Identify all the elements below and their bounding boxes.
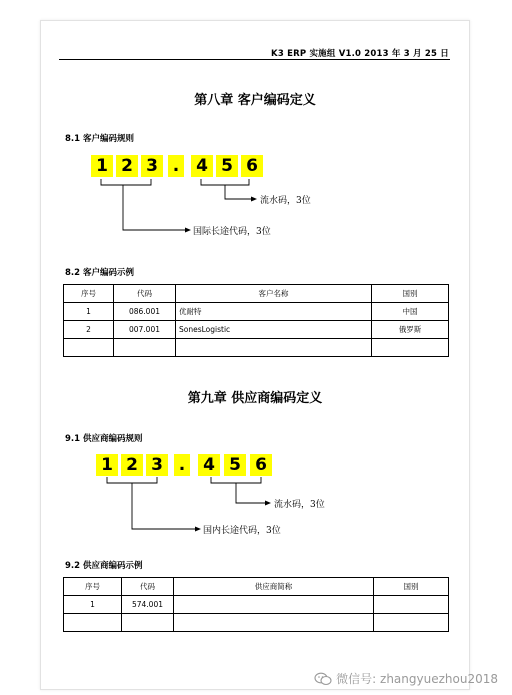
- table-row: [64, 303, 449, 321]
- table-cell: [122, 614, 174, 632]
- page-header: K3 ERP 实施组 V1.0 2013 年 3 月 25 日: [271, 49, 449, 59]
- document-page: [40, 20, 470, 690]
- chapter-9-title: 第九章 供应商编码定义: [187, 391, 323, 406]
- code-separator: .: [174, 454, 190, 476]
- area-code-annotation: 国际长途代码，3位: [193, 227, 271, 237]
- wechat-icon: [314, 672, 332, 686]
- watermark-text: 微信号: zhangyuezhou2018: [336, 672, 498, 686]
- table-cell: [374, 614, 449, 632]
- table-row: [64, 339, 449, 357]
- column-header: 序号: [64, 578, 122, 596]
- code-separator: .: [168, 155, 184, 177]
- column-header: 供应商简称: [174, 578, 374, 596]
- table-cell: 574.001: [122, 596, 174, 614]
- code-digit: 1: [91, 155, 113, 177]
- table-cell: [114, 339, 176, 357]
- table-row: [64, 596, 449, 614]
- chapter-8-title: 第八章 客户编码定义: [194, 93, 316, 108]
- table-cell: 086.001: [114, 303, 176, 321]
- table-cell: 中国: [372, 303, 449, 321]
- section-8-1-title: 8.1 客户编码规则: [65, 134, 135, 144]
- customer-code-table: [63, 284, 449, 357]
- table-cell: [372, 339, 449, 357]
- code-digit: 2: [116, 155, 138, 177]
- column-header: 国别: [374, 578, 449, 596]
- table-cell: 俄罗斯: [372, 321, 449, 339]
- column-header: 代码: [114, 285, 176, 303]
- table-header-row: [64, 285, 449, 303]
- table-cell: [174, 596, 374, 614]
- code-digit: 6: [250, 454, 272, 476]
- code-digit: 2: [121, 454, 143, 476]
- table-cell: 优耐特: [176, 303, 372, 321]
- serial-code-annotation: 流水码，3位: [274, 500, 325, 510]
- table-cell: [176, 339, 372, 357]
- table-row: [64, 321, 449, 339]
- code-digit: 1: [96, 454, 118, 476]
- code-digit: 5: [224, 454, 246, 476]
- code-digit: 4: [191, 155, 213, 177]
- table-cell: [374, 596, 449, 614]
- section-8-2-title: 8.2 客户编码示例: [65, 268, 135, 278]
- area-code-annotation: 国内长途代码，3位: [203, 526, 281, 536]
- code-digit: 3: [141, 155, 163, 177]
- column-header: 代码: [122, 578, 174, 596]
- table-cell: 1: [64, 596, 122, 614]
- table-cell: [174, 614, 374, 632]
- section-9-1-title: 9.1 供应商编码规则: [65, 434, 143, 444]
- section-9-2-title: 9.2 供应商编码示例: [65, 561, 143, 571]
- code-digit: 3: [146, 454, 168, 476]
- column-header: 序号: [64, 285, 114, 303]
- table-cell: 1: [64, 303, 114, 321]
- table-cell: [64, 614, 122, 632]
- table-cell: 2: [64, 321, 114, 339]
- supplier-code-table: [63, 577, 449, 632]
- code-digit: 6: [241, 155, 263, 177]
- table-cell: [64, 339, 114, 357]
- wechat-watermark: [314, 670, 498, 687]
- table-cell: 007.001: [114, 321, 176, 339]
- table-header-row: [64, 578, 449, 596]
- table-cell: SonesLogistic: [176, 321, 372, 339]
- column-header: 国别: [372, 285, 449, 303]
- column-header: 客户名称: [176, 285, 372, 303]
- table-row: [64, 614, 449, 632]
- serial-code-annotation: 流水码，3位: [260, 196, 311, 206]
- code-digit: 5: [216, 155, 238, 177]
- code-digit: 4: [198, 454, 220, 476]
